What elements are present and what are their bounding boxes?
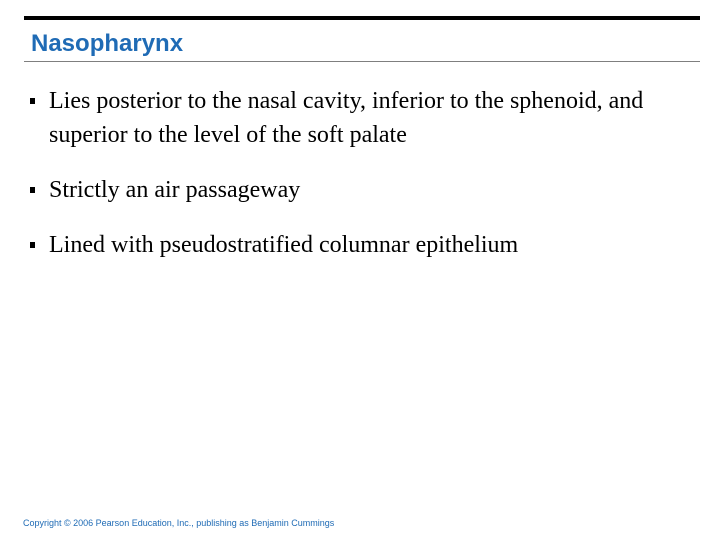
bullet-item <box>30 84 670 152</box>
slide-title: Nasopharynx <box>31 30 184 57</box>
square-bullet-icon <box>30 187 35 193</box>
bullet-text: Strictly an air passageway <box>49 177 301 203</box>
square-bullet-icon <box>30 242 35 248</box>
square-bullet-icon <box>30 98 35 104</box>
bullet-item <box>30 228 670 262</box>
title-divider <box>24 61 700 62</box>
bullet-item <box>30 173 670 207</box>
top-divider <box>24 16 700 20</box>
copyright-footer: Copyright © 2006 Pearson Education, Inc., publishing as Benjamin Cummings <box>23 518 335 528</box>
bullet-list <box>30 84 670 283</box>
bullet-text: Lies posterior to the nasal cavity, inferior to the sphenoid, and superior to the level of the soft palate <box>49 88 644 148</box>
bullet-text: Lined with pseudostratified columnar epithelium <box>49 232 519 258</box>
